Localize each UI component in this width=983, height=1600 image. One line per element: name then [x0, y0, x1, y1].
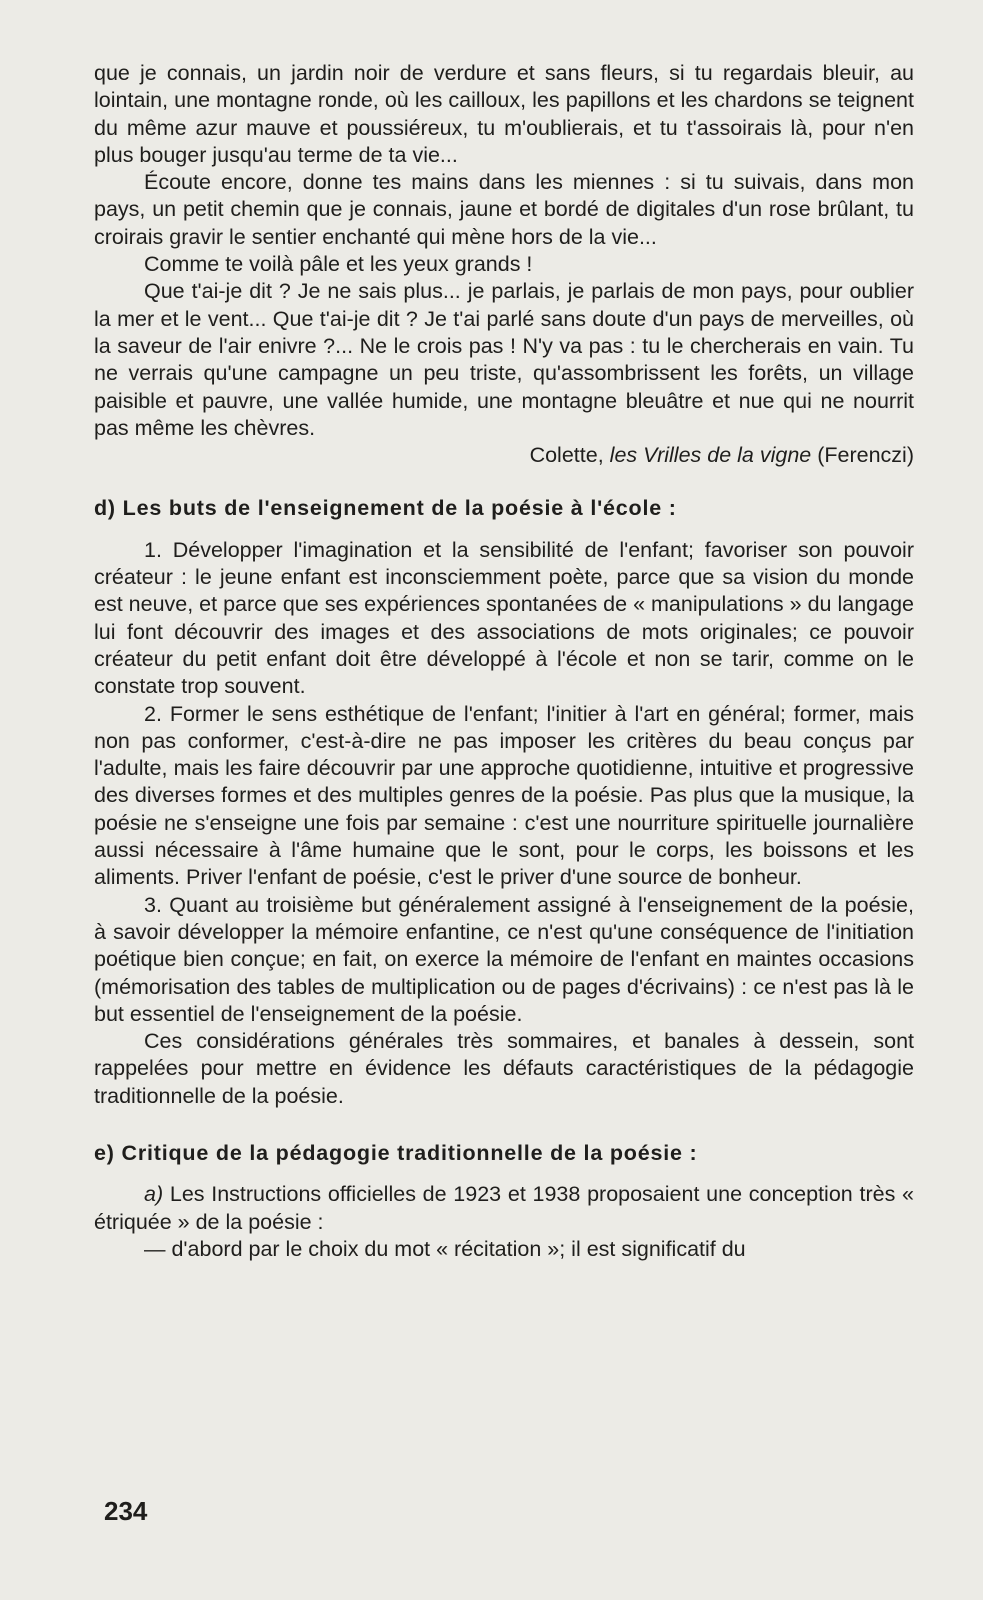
quote-attribution	[94, 442, 914, 469]
attribution-author: Colette,	[529, 443, 604, 468]
attribution-work: les Vrilles de la vigne	[609, 443, 812, 468]
page-number: 234	[104, 1496, 148, 1526]
subpoint-marker: a)	[144, 1182, 164, 1207]
text-column	[94, 60, 914, 1263]
section-d-point-1: 1. Développer l'imagination et la sensibilité de l'enfant; favoriser son pouvoir créateur : le jeune enfant est inconsciemment poète, parce que sa vision du monde est neuve, et parce que ses expériences spontanées de « manipulations » du langage lui font découvrir des images et des associations de mots originales; ce pouvoir créateur du petit enfant doit être développé à l'école et non se tarir, comme on le constate trop souvent.	[94, 537, 914, 699]
section-e-subpoint-a	[94, 1181, 914, 1236]
section-d-point-3: 3. Quant au troisième but généralement assigné à l'enseignement de la poésie, à savoir développer la mémoire enfantine, ce n'est qu'une conséquence de l'initiation poétique bien conçue; en fait, on exerce la mémoire de l'enfant en maintes occasions (mémorisation des tables de multiplication ou de pages d'écrivains) : ce n'est pas là le but essentiel de l'enseignement de la poésie.	[94, 892, 914, 1026]
intro-paragraph-2: Écoute encore, donne tes mains dans les miennes : si tu suivais, dans mon pays, un petit chemin que je connais, jaune et bordé de digitales d'un rose brûlant, tu croirais gravir le sentier enchanté qui mène hors de la vie...	[94, 170, 914, 249]
intro-paragraph-4: Que t'ai-je dit ? Je ne sais plus... je parlais, je parlais de mon pays, pour oublier la mer et le vent... Que t'ai-je dit ? Je t'ai parlé sans doute d'un pays de merveilles, où la saveur de l'air enivre ?... Ne le crois pas ! N'y va pas : tu le chercherais en vain. Tu ne verrais qu'une campagne un peu triste, qu'assombrissent les forêts, un village paisible et pauvre, une vallée humide, une montagne bleuâtre et nue qui ne nourrit pas même les chèvres.	[94, 279, 914, 440]
section-d-point-2: 2. Former le sens esthétique de l'enfant; l'initier à l'art en général; former, mais non pas conformer, c'est-à-dire ne pas imposer les critères du beau conçus par l'adulte, mais les faire découvrir par une approche quotidienne, intuitive et progressive des diverses formes et des multiples genres de la poésie. Pas plus que la musique, la poésie ne s'enseigne une fois par semaine : c'est une nourriture spirituelle journalière aussi nécessaire à l'âme humaine que le sont, pour le corps, les boissons et les aliments. Priver l'enfant de poésie, c'est le priver d'une source de bonheur.	[94, 701, 914, 890]
section-e-dash-line: — d'abord par le choix du mot « récitation »; il est significatif du	[144, 1236, 746, 1261]
section-e-heading: e) Critique de la pédagogie traditionnelle de la poésie :	[94, 1140, 698, 1165]
section-d-heading: d) Les buts de l'enseignement de la poésie à l'école :	[94, 496, 677, 521]
section-d-conclusion: Ces considérations générales très sommaires, et banales à dessein, sont rappelées pour mettre en évidence les défauts caractéristiques de la pédagogie traditionnelle de la poésie.	[94, 1029, 914, 1108]
subpoint-text: Les Instructions officielles de 1923 et 1938 proposaient une conception très « étriquée » de la poésie :	[94, 1182, 914, 1234]
intro-paragraph-1: que je connais, un jardin noir de verdure et sans fleurs, si tu regardais bleuir, au lointain, une montagne ronde, où les cailloux, les papillons et les chardons se teignent du même azur mauve et poussiéreux, tu m'oublierais, et tu t'assoirais là, pour n'en plus bouger jusqu'au terme de ta vie...	[94, 61, 914, 167]
intro-paragraph-3: Comme te voilà pâle et les yeux grands !	[144, 252, 533, 277]
attribution-publisher: (Ferenczi)	[817, 443, 914, 468]
